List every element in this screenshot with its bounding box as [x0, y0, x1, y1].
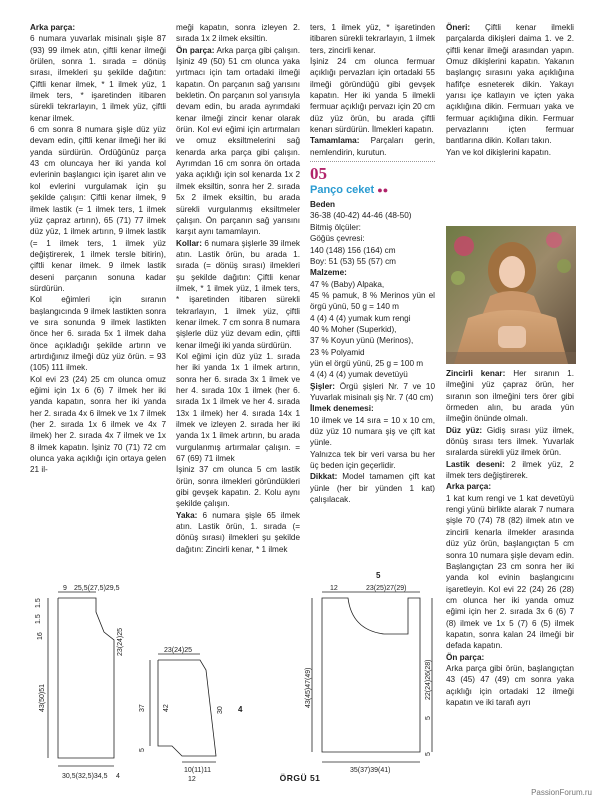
- section-divider: [310, 161, 435, 162]
- kollar-text: 6 numara şişlerle 39 ilmek atın. Lastik örün, bu arada 1. sırada (= dönüş sırası) ilmekleri şu şekilde dağıtın: Çiftli kenar ilmek, * 1 ilmek yüz, 1 ilmek ters, * işaretinden itibaren sürekli tekrarlayın, 1 ilmek yüz, çiftli kenar ilmek. 7 cm sonra 8 numara şişlerle düz yüz devam edin, çiftli kenar ilmeği iki yanda sürdürün.: [176, 238, 301, 350]
- yaka-heading: Yaka:: [176, 510, 198, 520]
- dim-label: 12: [188, 776, 196, 783]
- section-title: [310, 183, 435, 197]
- sisler-text: Örgü şişleri Nr. 7 ve 10 Yuvarlak misinalı şiş Nr. 7 (40 cm): [310, 381, 435, 402]
- column-3: [310, 22, 435, 505]
- oneri: [446, 22, 574, 147]
- dim-label: 30,5(32,5)34,5: [62, 773, 108, 780]
- dim-label: 1.5: [35, 598, 42, 608]
- dim-label: 22(24)26(28): [425, 659, 432, 700]
- page-footer: ÖRGÜ 51: [279, 773, 321, 783]
- gogus-value: 140 (148) 156 (164) cm: [310, 245, 396, 255]
- col1-paragraph-3: Kol eğimleri için sıranın başlangıcında 9 ilmek lastikten sonra ve sıra sonunda 9 ilmek lastikten önce her 6. sırada 5x 1 ilmek daha önce açıkladığı şekilde artırın ve artırdığınız ilmeği düz yüz örün. = 93 (105) 111 ilmek.: [30, 295, 166, 373]
- dim-label: 4: [116, 773, 120, 780]
- col1-paragraph-1: 6 numara yuvarlak misinalı şişle 87 (93) 99 ilmek atın, çiftli kenar ilmeği örülen, sonra 1. sırada = dönüş sırası, ilmekleri şu şekilde dağıtın: Çiftli kenar ilmek, * 1 ilmek yüz, 1 ilmek ters, * işaretinden itibaren sürekli tekrarlayın, 1 ilmek yüz, çiftli kenar ilmek.: [30, 34, 166, 123]
- dim-label: 5: [139, 748, 146, 752]
- tamamlama-text: Parçaları gerin, nemlendirin, kurutun.: [310, 136, 435, 157]
- arka-text-2: 1 kat kum rengi ve 1 kat devetüyü rengi yünü birlikte alarak 7 numara şişle 70 (74) 78 (82) ilmek atın ve zincirli kenarla ilmekler arasında düz yüz örün, başlangıçtan 5 cm sonra 10 numara şişle devam edin. Başlangıçtan 23 cm sonra her iki yanda kol evinin başlangıcını işaretleyin. Kol evi 22 (24) 26 (28) cm olunca her iki yanda omuz eğimi için her 2. sırada 3x 6 (6) 7 (8) ilmek ve 1x 5 (7) 6 (5) ilmek kapatın, sonra kalan 24 ilmeği bir defada kapatın.: [446, 493, 574, 651]
- malzeme-4: 40 % Moher (Superkid),: [310, 324, 397, 334]
- dikkat-text: Model tamamen çift kat yünle (her bir yünden 1 kat) çalışılacak.: [310, 472, 435, 505]
- col3-tamamlama: [310, 135, 435, 158]
- section-number: 05: [310, 164, 327, 184]
- zincirli-heading: Zincirli kenar:: [446, 369, 506, 378]
- diagram-5-piece: [312, 592, 432, 762]
- dim-label: 25,5(27,5)29,5: [74, 585, 120, 592]
- malzeme-7: yün el örgü yünü, 25 g = 100 m: [310, 358, 424, 368]
- oneri-text: Çiftli kenar ilmekli parçalarda dikişleri daima 1. ve 2. çiftli kenar ilmeği arasından yapın. Omuz dikişlerini kapatın. Yakanın başlangıç sırasını yaka açıklığına hafifçe esneterek dikin. Yakayı yarısı içe katlayın ve içten yaka açıklığına dikin. Fermuarı yaka ve fermuar açıklığına dikin. Fermuar pervazlarını içten fermuar bantlarına dikin. Kolları takın.: [446, 23, 574, 146]
- malzeme-3: 4 (4) 4 (4) yumak kum rengi: [310, 313, 411, 323]
- arka-parca-heading: Arka parça:: [30, 23, 76, 32]
- col2-kollar: [176, 238, 300, 351]
- col3-paragraph-1: ters, 1 ilmek yüz, * işaretinden itibaren sürekli tekrarlayın, 1 ilmek ters, zincirli kenar.: [310, 23, 435, 55]
- column-2: [176, 22, 300, 555]
- lastik: [446, 459, 574, 482]
- dikkat-heading: Dikkat:: [310, 472, 338, 482]
- dim-label: 10(11)11: [184, 767, 211, 774]
- boy-value: Boy: 51 (53) 55 (57) cm: [310, 256, 397, 266]
- col2-paragraph-5: İşiniz 37 cm olunca 5 cm lastik örün, sonra ilmekleri göründükleri gibi gevşek kapatın. 2. Kolu aynı şekilde çalışın.: [176, 465, 300, 509]
- column-4-bottom: [446, 368, 574, 708]
- gogus-label: Göğüs çevresi:: [310, 234, 365, 244]
- olculer-label: Bitmiş ölçüler:: [310, 222, 361, 232]
- lastik-text: 2 ilmek yüz, 2 ilmek ters değiştirerek.: [446, 459, 574, 481]
- col4-last-line: Yan ve kol dikişlerini kapatın.: [446, 147, 551, 157]
- malzeme-8: 4 (4) 4 (4) yumak devetüyü: [310, 370, 408, 380]
- dim-label: 35(37)39(41): [350, 767, 391, 774]
- col3-paragraph-2: İşiniz 24 cm olunca fermuar açıklığı pervazları için ortadaki 55 ilmeği göründüğü gibi gevşek kapatın. Her iki yanda 5 ilmekli fermuar açıklığı pervazı için 20 cm düz yüz örün, bu arada çiftli kenarı sürdürün. İlmekleri kapatın.: [310, 57, 435, 135]
- dim-label: 23(25)27(29): [366, 585, 407, 592]
- dim-label: 23(24)25: [164, 647, 193, 654]
- beden-heading: Beden: [310, 200, 336, 210]
- woman-in-poncho-image: [446, 226, 576, 364]
- column-1: [30, 22, 166, 476]
- yaka-text: 6 numara şişle 65 ilmek atın. Lastik örün, 1. sırada (= dönüş sırası) ilmekleri şu şekilde dağıtın: Zincirli kenar, * 1 ilmek: [176, 510, 300, 554]
- kollar-heading: Kollar:: [176, 238, 202, 248]
- col2-yaka: [176, 510, 300, 555]
- diagram-4-body: [48, 592, 114, 766]
- dim-label: 9: [63, 585, 67, 592]
- dim-label: 16: [37, 632, 44, 640]
- duz-yuz: [446, 425, 574, 459]
- dim-label: 43(50)51: [39, 683, 46, 712]
- diagram-number-5: 5: [376, 571, 381, 580]
- dikkat: [310, 471, 435, 505]
- duz-text: Gidiş sırası yüz ilmek, dönüş sırası ters ilmek. Yuvarlak sıralarda sürekli yüz ilmek örün.: [446, 425, 574, 458]
- malzeme-2: 45 % pamuk, 8 % Merinos yün el örgü yünü, 50 g = 140 m: [310, 290, 435, 312]
- difficulty-dots: ●●: [377, 185, 389, 196]
- section-title-text: Panço ceket: [310, 184, 375, 197]
- malzeme-1: 47 % (Baby) Alpaka,: [310, 279, 385, 289]
- dim-label: 23(24)25: [117, 627, 124, 656]
- malzeme-5: 37 % Koyun yünü (Merinos),: [310, 336, 414, 346]
- on-heading-2: Ön parça:: [446, 652, 485, 662]
- dim-label: 12: [330, 585, 338, 592]
- col1-paragraph-2: 6 cm sonra 8 numara şişle düz yüz devam edin, çiftli kenar ilmeği her iki yanda sürdürün. Ördüğünüz parça 43 cm oluncaya her iki yanda kol evlerinin başlangıcı için işaret alın ve kol evlerini vurgulamak için şu şekilde çalışın: Çiftli kenar ilmek, 9 ilmek lastik (= 1 ilmek ters, 1 ilmek yüz çapraz artırın), 65 (71) 77 ilmek düz yüz, 1 ilmek artırın, 9 ilmek lastik (= 1 ilmek ters, 1 ilmek yüz değiştirerek, 1 ilmek tersle bitirin), çiftli kenar ilmek. 9 ilmek lastik deseni parçanın sonuna kadar sürdürün.: [30, 125, 166, 293]
- col2-paragraph-4: Kol eğimi için düz yüz 1. sırada her iki yanda 1x 1 ilmek artırın, sonra her 6. sırada 3x 1 ilmek ve her 4. sırada 10x 1 ilmek (her 6. sırada 1x 1 ilmek ve her 4. sırada 13x 1 ilmek) her 4. sırada 14x 1 ilmek ve izleyen 2. sırada her iki yanda 1x 1 ilmek artırın, bu arada vurgulanmış artırmalar çalışın. = 67 (69) 71 ilmek: [176, 351, 300, 464]
- dim-label: 5: [425, 752, 432, 756]
- dim-label: 5: [425, 716, 432, 720]
- dim-label: 1.5: [35, 614, 42, 624]
- watermark: PassionForum.ru: [531, 788, 592, 797]
- ilmek-text: 10 ilmek ve 14 sıra = 10 x 10 cm, düz yüz 10 numara şiş ve çift kat yünle.: [310, 415, 435, 448]
- on-text-2: Arka parça gibi örün, başlangıçtan 43 (45) 47 (49) cm sonra yaka açıklığı için ortadaki 12 ilmeği kapatın ve iki tarafı ayrı: [446, 663, 574, 707]
- diagram-4-sleeve: [150, 654, 216, 762]
- col2-paragraph-1: meği kapatın, sonra izleyen 2. sırada 1x 2 ilmek eksiltin.: [176, 23, 300, 44]
- malzeme-heading: Malzeme:: [310, 268, 347, 278]
- dim-label: 43(45)47(49): [305, 667, 312, 708]
- lastik-heading: Lastik deseni:: [446, 459, 505, 469]
- column-4-top: [446, 22, 574, 158]
- sisler: [310, 381, 435, 404]
- duz-heading: Düz yüz:: [446, 425, 483, 435]
- ilmek-heading: İlmek denemesi:: [310, 404, 374, 414]
- diagram-number-4: 4: [238, 705, 243, 714]
- dim-label: 37: [139, 704, 146, 712]
- col3-paragraph-3: Yalnızca tek bir veri varsa bu her üç beden için geçerlidir.: [310, 449, 435, 471]
- col2-on-parca: [176, 45, 300, 238]
- beden-value: 36-38 (40-42) 44-46 (48-50): [310, 211, 412, 221]
- malzeme-6: 23 % Polyamid: [310, 347, 365, 357]
- arka-heading-2: Arka parça:: [446, 482, 492, 492]
- dim-label: 42: [163, 704, 170, 712]
- sisler-heading: Şişler:: [310, 381, 336, 391]
- on-parca-heading: Ön parça:: [176, 45, 215, 55]
- on-parca-text: Arka parça gibi çalışın. İşiniz 49 (50) 51 cm olunca yaka yırtmacı için tam ortadaki ilmeği kapatın. Ön parçanın sağ yarısını bekletin. Ön parçanın sol yarısıyla devam edin, bu arada ayrımdaki kenar ilmeği zincir kenar olarak örün. Kol evi eğimi için artırmaları ve omuz eksiltmelerini sağ kenarda arka parça gibi çalışın. Ayrımdan 16 cm sonra ön ortada yaka açıklığı için sol kenarda 1x 2 ilmek eksiltin, sonra her 2. sırada 5x 2 ilmek eksiltin, bu arada sürekli vurgulanmış eksiltmeler çalışın. Ön parçanın sağ yarısını karşıt aynı tamamlayın.: [176, 45, 300, 237]
- dim-label: 30: [217, 706, 224, 714]
- col1-paragraph-4: Kol evi 23 (24) 25 cm olunca omuz eğimi için 1x 6 (6) 7 ilmek her iki yanda kapatın, sonra her iki yanda her 2. sırada 4x 6 ilmek ve 1x 7 ilmek (her 2. sırada 1x 6 ilmek ve 4x 7 ilmek) her 2. sırada 4x 7 ilmek ve 1x 8 ilmek kapatın. İşiniz 70 (71) 72 cm olunca yaka açıklığı için ortaya gelen 21 il-: [30, 374, 166, 475]
- zincirli: [446, 368, 574, 425]
- tamamlama-heading: Tamamlama:: [310, 136, 360, 146]
- zincirli-text: Her sıranın 1. ilmeğini yüz çapraz örün, her sıranın son ilmeğini ters örer gibi örmeden alın, bu arada yün ilmeğin önünde olmalı.: [446, 369, 574, 424]
- model-photo: [446, 226, 576, 364]
- oneri-heading: Öneri:: [446, 23, 471, 32]
